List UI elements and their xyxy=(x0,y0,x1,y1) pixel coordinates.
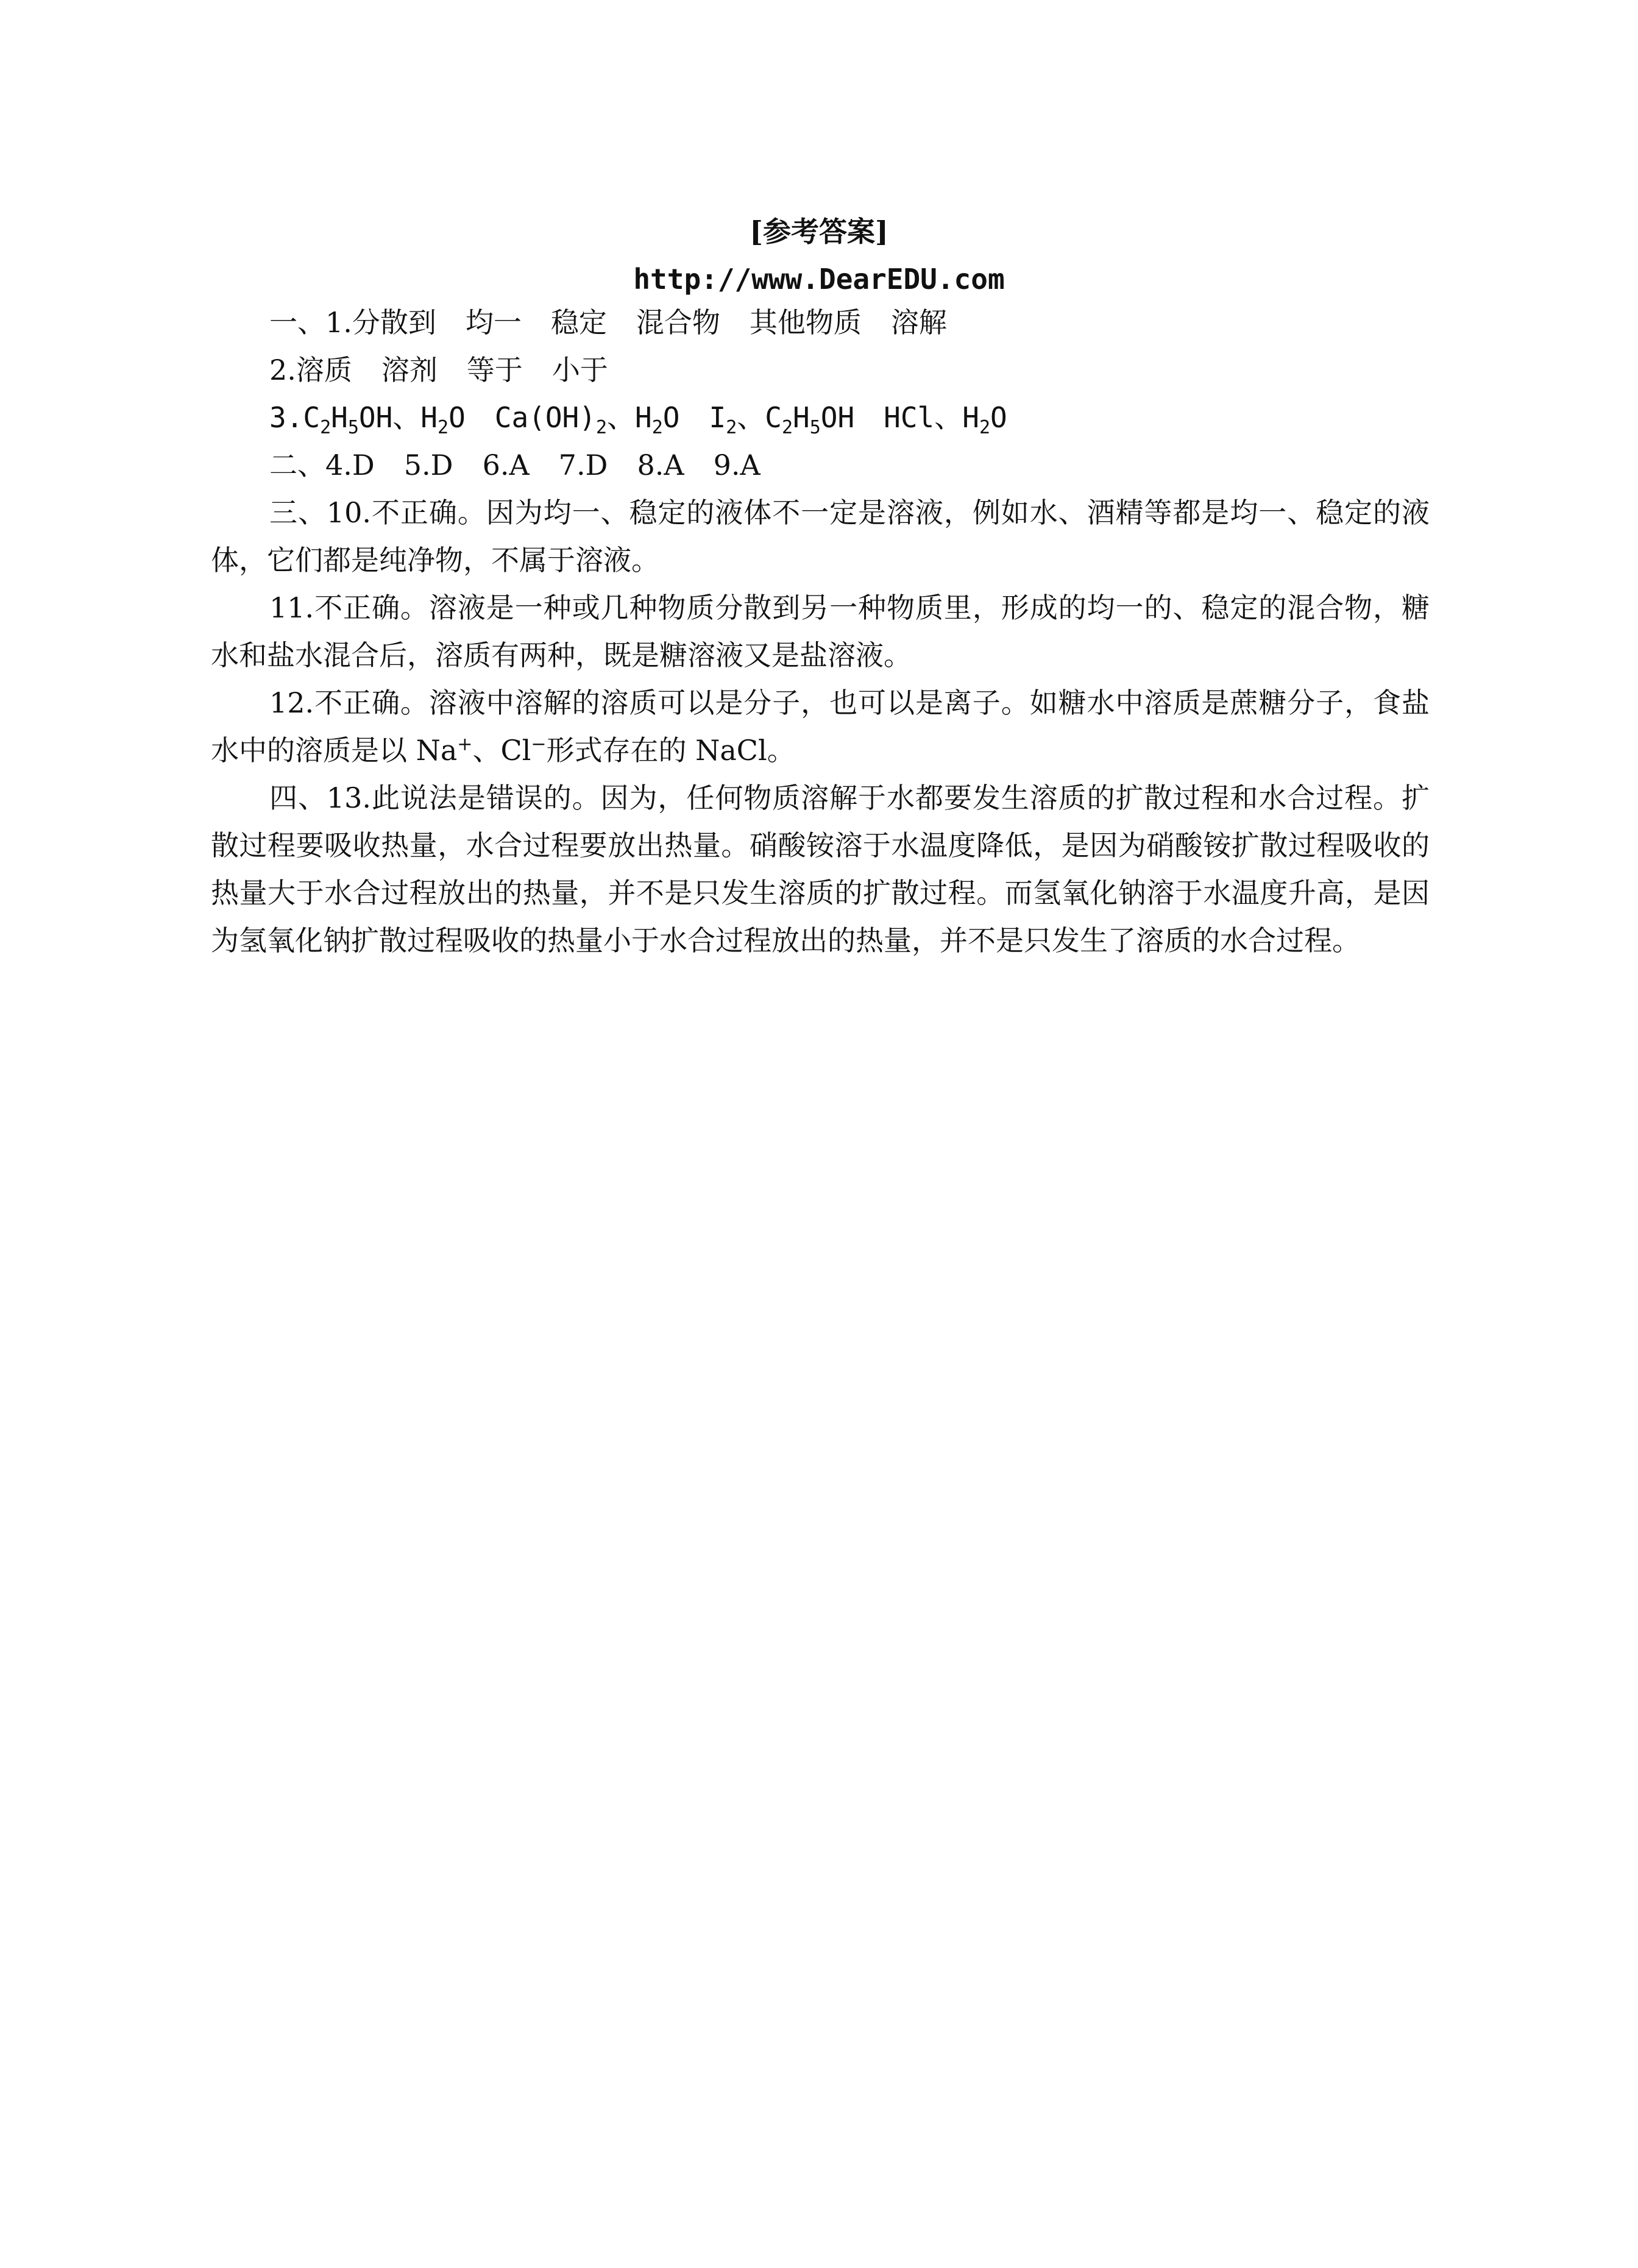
choice-answer: 7.D xyxy=(558,449,608,482)
choice-answer: 9.A xyxy=(713,449,760,482)
formula-item xyxy=(884,401,1007,439)
answer-blank: 等于 xyxy=(466,354,523,386)
answer-blank: 溶剂 xyxy=(381,354,438,386)
answer-line-3 xyxy=(211,394,1430,441)
choice-answer: 4.D xyxy=(325,449,375,482)
paragraph-text: 12.不正确。溶液中溶解的溶质可以是分子，也可以是离子。如糖水中溶质是蔗糖分子，食盐水中的溶质是以 Na xyxy=(211,686,1430,767)
paragraph-text: 、Cl xyxy=(472,734,531,767)
formula-text: O xyxy=(662,401,680,434)
answer-line-1 xyxy=(211,299,1430,346)
q3-label: 3. xyxy=(269,401,303,434)
source-url: http://www.DearEDU.com xyxy=(633,263,1005,296)
page-title: [参考答案] xyxy=(750,215,888,248)
answer-blank: 混合物 xyxy=(636,306,720,339)
section2-label: 二、 xyxy=(269,449,325,482)
formula-text: I xyxy=(709,401,726,434)
answer-line-2 xyxy=(211,346,1430,394)
formula-subscript: 2 xyxy=(726,417,737,439)
answer-blank: 其他物质 xyxy=(749,306,862,339)
paragraph-text: 形式存在的 NaCl。 xyxy=(546,734,795,767)
formula-subscript: 2 xyxy=(651,417,663,439)
answer-blank: 溶解 xyxy=(890,306,947,339)
formula-subscript: 5 xyxy=(347,417,359,439)
formula-text: HCl、H xyxy=(884,401,979,434)
answer-paragraph-12 xyxy=(211,679,1430,774)
formula-text: OH、H xyxy=(358,401,438,434)
answer-blank: 稳定 xyxy=(550,306,607,339)
formula-text: O xyxy=(448,401,466,434)
formula-subscript: 2 xyxy=(979,417,991,439)
formula-text: H xyxy=(793,401,810,434)
choice-answer: 6.A xyxy=(482,449,530,482)
formula-text: 、H xyxy=(607,401,652,434)
formula-text: Ca(OH) xyxy=(494,401,596,434)
formula-text: H xyxy=(331,401,348,434)
answer-blank: 溶质 xyxy=(296,354,352,386)
answer-paragraph-11: 11.不正确。溶液是一种或几种物质分散到另一种物质里，形成的均一的、稳定的混合物，糖水和盐水混合后，溶质有两种，既是糖溶液又是盐溶液。 xyxy=(211,591,1430,672)
answer-blank: 均一 xyxy=(465,306,522,339)
choice-answer: 5.D xyxy=(403,449,453,482)
formula-subscript: 5 xyxy=(809,417,821,439)
formula-text: OH xyxy=(820,401,855,434)
formula-text: 、C xyxy=(737,401,782,434)
formula-item xyxy=(494,401,680,439)
formula-subscript: 2 xyxy=(595,417,608,439)
formula-subscript: 2 xyxy=(320,417,332,439)
q1-label: 一、1. xyxy=(269,306,352,339)
formula-subscript: 2 xyxy=(438,417,449,439)
ion-charge: + xyxy=(457,733,473,755)
formula-text: O xyxy=(990,401,1007,434)
answer-paragraph-10: 三、10.不正确。因为均一、稳定的液体不一定是溶液，例如水、酒精等都是均一、稳定的液体，它们都是纯净物，不属于溶液。 xyxy=(211,496,1430,577)
formula-item xyxy=(709,401,855,439)
formula-subscript: 2 xyxy=(781,417,793,439)
choice-answer: 8.A xyxy=(637,449,684,482)
answer-content xyxy=(211,299,1430,964)
answer-blank: 分散到 xyxy=(352,306,436,339)
answer-blank: 小于 xyxy=(551,354,608,386)
answer-paragraph-13: 四、13.此说法是错误的。因为，任何物质溶解于水都要发生溶质的扩散过程和水合过程。扩散过程要吸收热量，水合过程要放出热量。硝酸铵溶于水温度降低，是因为硝酸铵扩散过程吸收的热量大于水合过程放出的热量，并不是只发生溶质的扩散过程。而氢氧化钠溶于水温度升高，是因为氢氧化钠扩散过程吸收的热量小于水合过程放出的热量，并不是只发生了溶质的水合过程。 xyxy=(211,781,1430,957)
formula-text: C xyxy=(303,401,321,434)
answer-line-4 xyxy=(211,441,1430,489)
q2-label: 2. xyxy=(269,354,296,386)
formula-item xyxy=(303,401,466,439)
ion-charge: − xyxy=(531,733,547,755)
